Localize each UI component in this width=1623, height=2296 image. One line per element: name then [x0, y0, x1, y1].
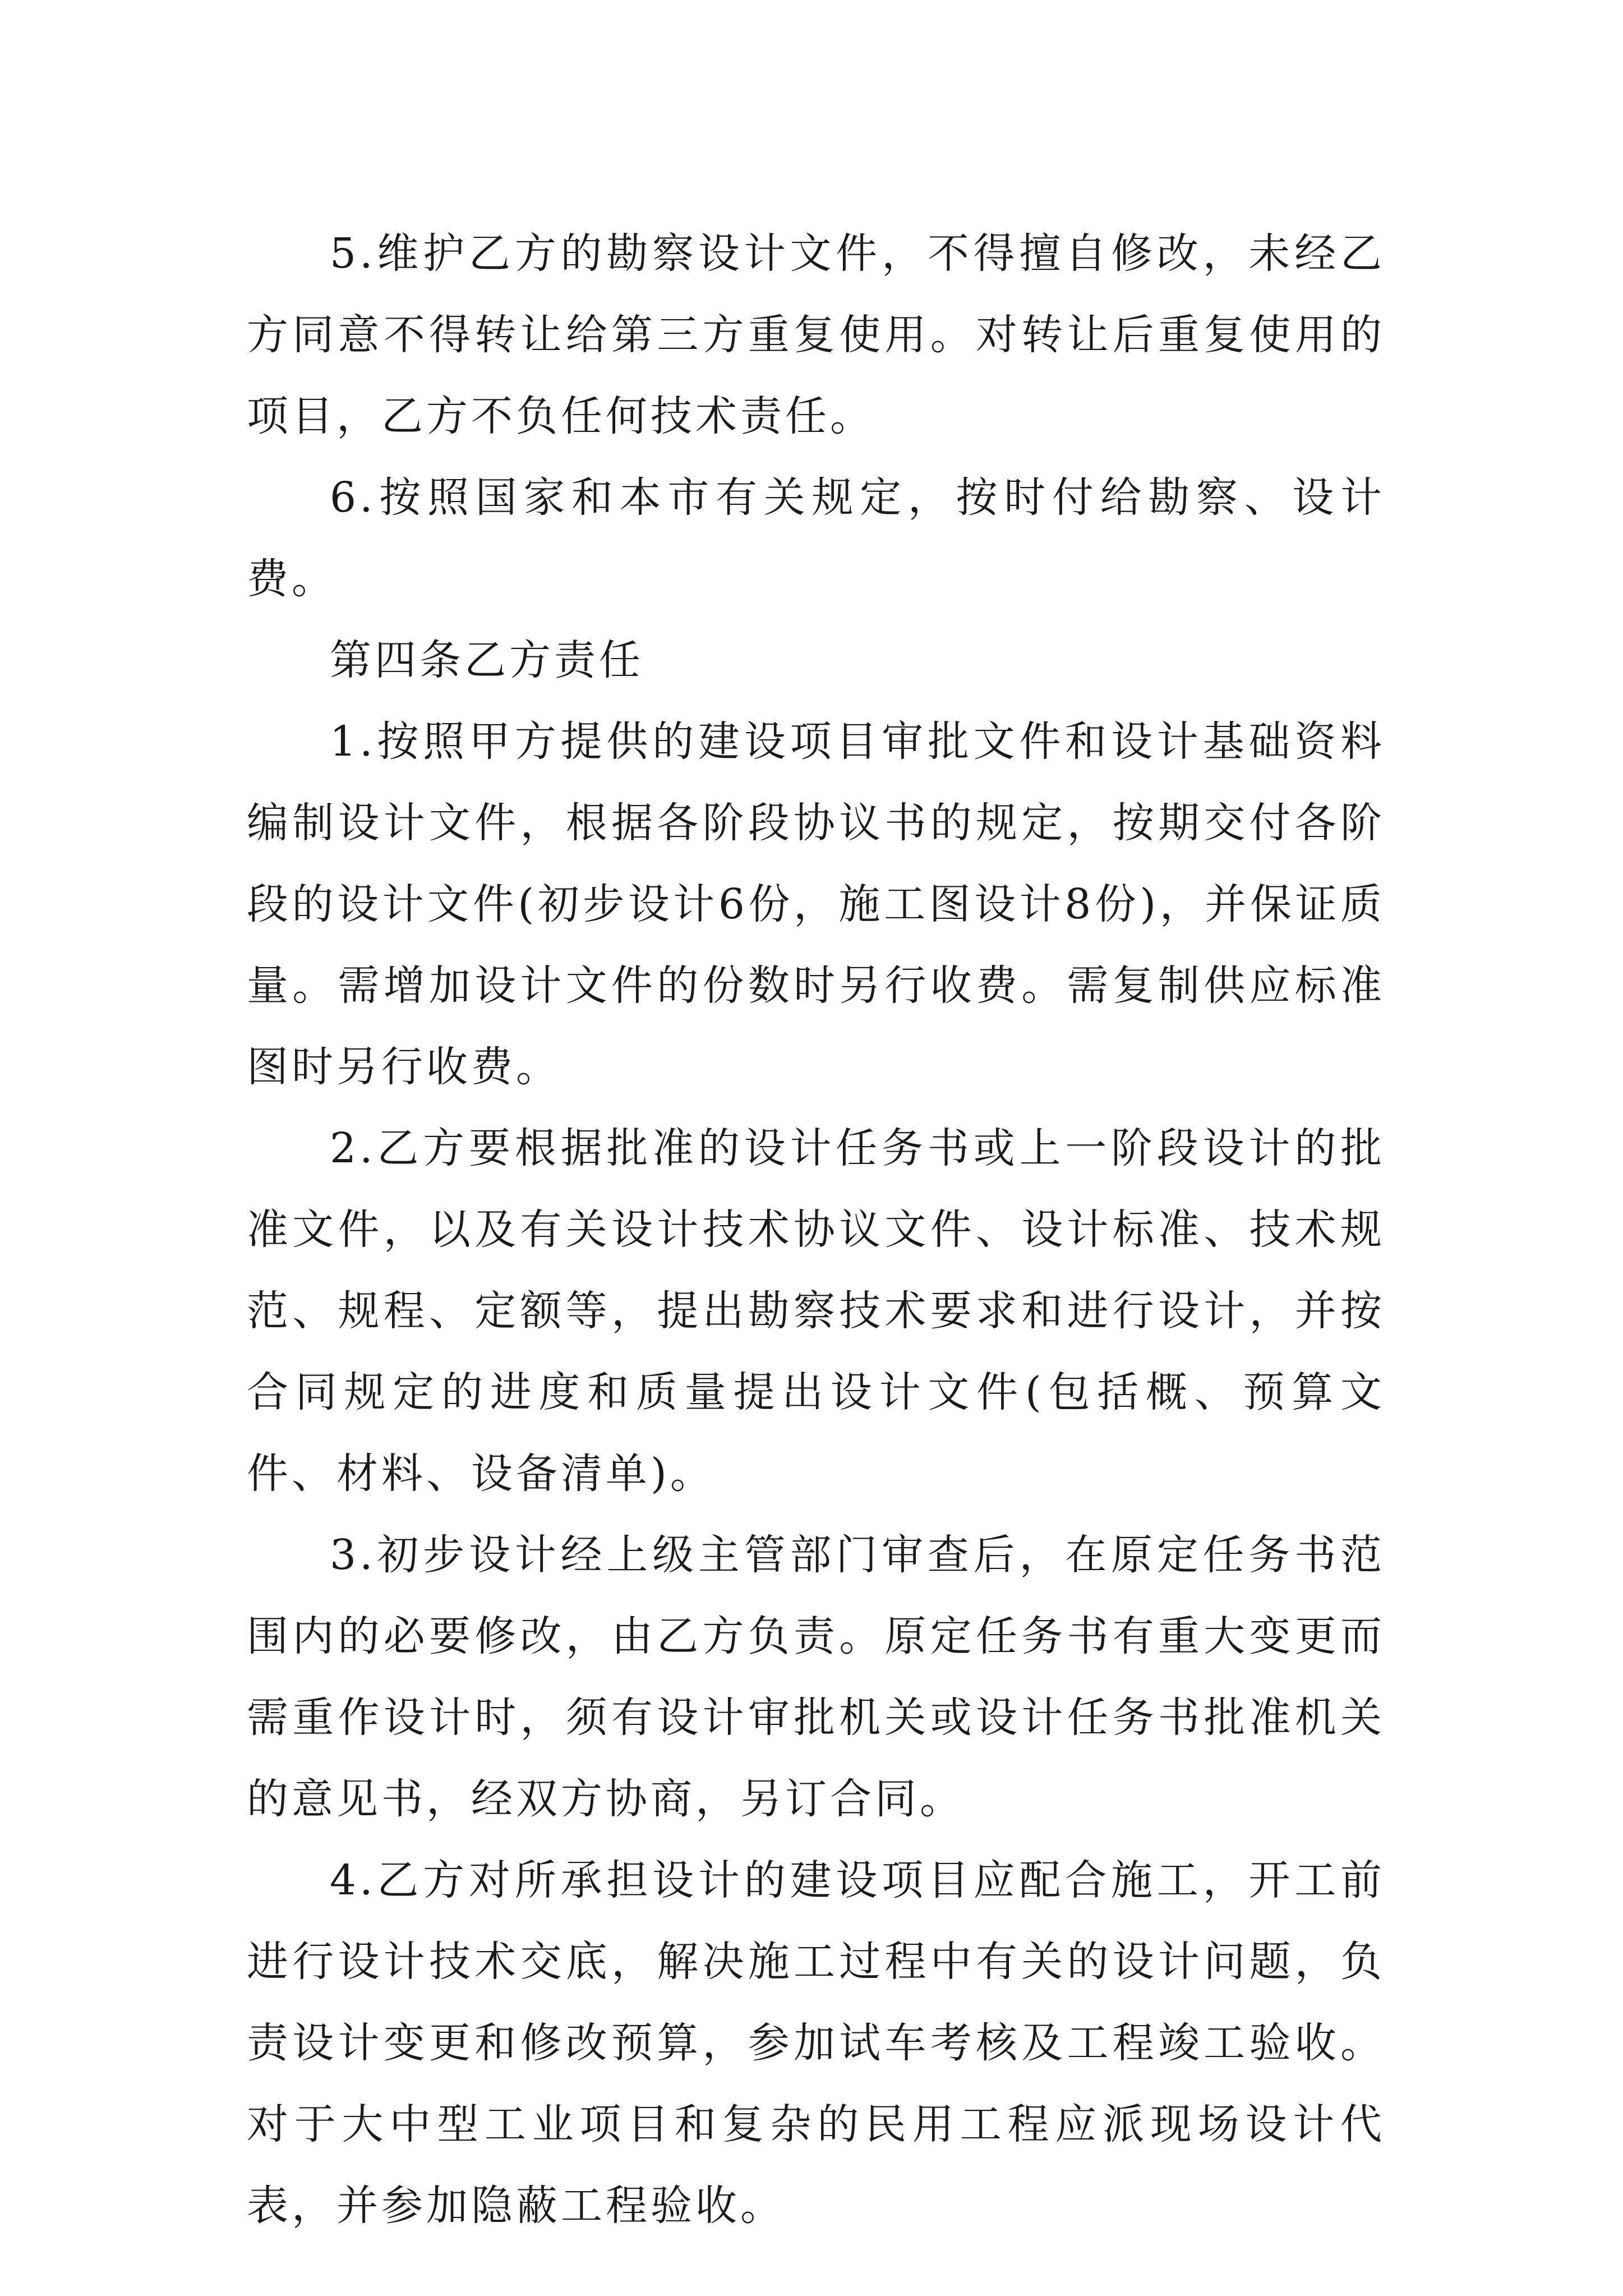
responsibility-item-2: 2.乙方要根据批准的设计任务书或上一阶段设计的批准文件，以及有关设计技术协议文件、设计标准、技术规范、规程、定额等，提出勘察技术要求和进行设计，并按合同规定的进度和质量提出设计文件(包括概、预算文件、材料、设备清单)。	[247, 1124, 1385, 1498]
paragraph-item-5: 5.维护乙方的勘察设计文件，不得擅自修改，未经乙方同意不得转让给第三方重复使用。对转让后重复使用的项目，乙方不负任何技术责任。	[247, 229, 1385, 440]
responsibility-item-1: 1.按照甲方提供的建设项目审批文件和设计基础资料编制设计文件，根据各阶段协议书的规定，按期交付各阶段的设计文件(初步设计6份，施工图设计8份)，并保证质量。需增加设计文件的份数时另行收费。需复制供应标准图时另行收费。	[247, 717, 1385, 1091]
paragraph-item-6: 6.按照国家和本市有关规定，按时付给勘察、设计费。	[247, 473, 1385, 603]
responsibility-item-4: 4.乙方对所承担设计的建设项目应配合施工，开工前进行设计技术交底，解决施工过程中有关的设计问题，负责设计变更和修改预算，参加试车考核及工程竣工验收。对于大中型工业项目和复杂的民用工程应派现场设计代表，并参加隐蔽工程验收。	[247, 1856, 1385, 2230]
article-4-heading: 第四条乙方责任	[330, 636, 644, 684]
document-body	[247, 213, 1385, 2247]
responsibility-item-3: 3.初步设计经上级主管部门审查后，在原定任务书范围内的必要修改，由乙方负责。原定任务书有重大变更而需重作设计时，须有设计审批机关或设计任务书批准机关的意见书，经双方协商，另订合同。	[247, 1531, 1385, 1823]
